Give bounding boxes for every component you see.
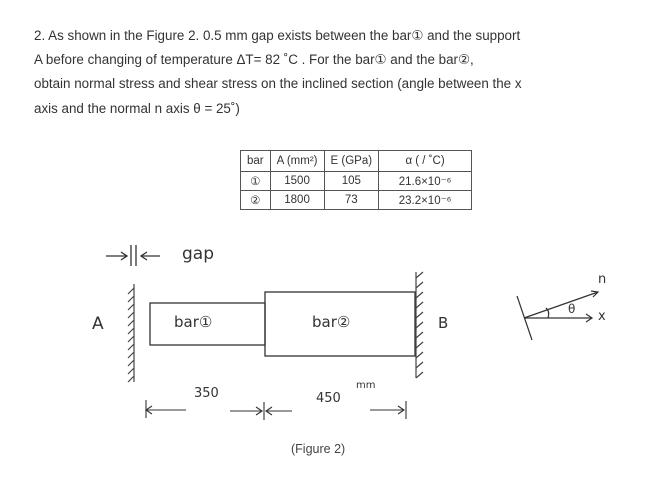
cell-alpha: 21.6×10⁻⁶	[379, 172, 472, 191]
dimension-450: 450	[316, 391, 341, 406]
cell-bar: ①	[241, 172, 271, 191]
x-axis-label: x	[598, 309, 606, 324]
normal-axis-label: n	[598, 272, 607, 287]
cell-area: 1800	[270, 191, 324, 210]
header-area: A (mm²)	[270, 151, 324, 172]
problem-line-2: A before changing of temperature ΔT= 82 ˚C . For the bar① and the bar②,	[34, 52, 474, 68]
gap-indicator	[106, 245, 160, 266]
support-a-wall	[128, 284, 134, 382]
inclined-section-sketch	[517, 291, 598, 340]
dimension-unit: mm	[356, 380, 376, 391]
cell-modulus: 105	[324, 172, 379, 191]
gap-label: gap	[182, 244, 214, 264]
header-alpha: α ( / ˚C)	[379, 151, 472, 172]
figure-caption: (Figure 2)	[291, 442, 346, 456]
bar-2-label: bar②	[312, 313, 351, 331]
dimension-350: 350	[194, 386, 219, 401]
support-b-wall	[416, 272, 423, 378]
problem-line-3: obtain normal stress and shear stress on the inclined section (angle between the x	[34, 76, 522, 92]
dimension-lines	[146, 400, 406, 420]
cell-modulus: 73	[324, 191, 379, 210]
problem-line-4: axis and the normal n axis θ = 25˚)	[34, 100, 240, 116]
support-b-label: B	[438, 314, 449, 332]
header-modulus: E (GPa)	[324, 151, 379, 172]
bar-1-label: bar①	[174, 313, 213, 331]
cell-area: 1500	[270, 172, 324, 191]
cell-alpha: 23.2×10⁻⁶	[379, 191, 472, 210]
problem-line-1: 2. As shown in the Figure 2. 0.5 mm gap exists between the bar① and the support	[34, 28, 521, 43]
support-a-label: A	[92, 314, 104, 334]
cell-bar: ②	[241, 191, 271, 210]
header-bar: bar	[241, 151, 271, 172]
theta-label: θ	[568, 302, 576, 316]
